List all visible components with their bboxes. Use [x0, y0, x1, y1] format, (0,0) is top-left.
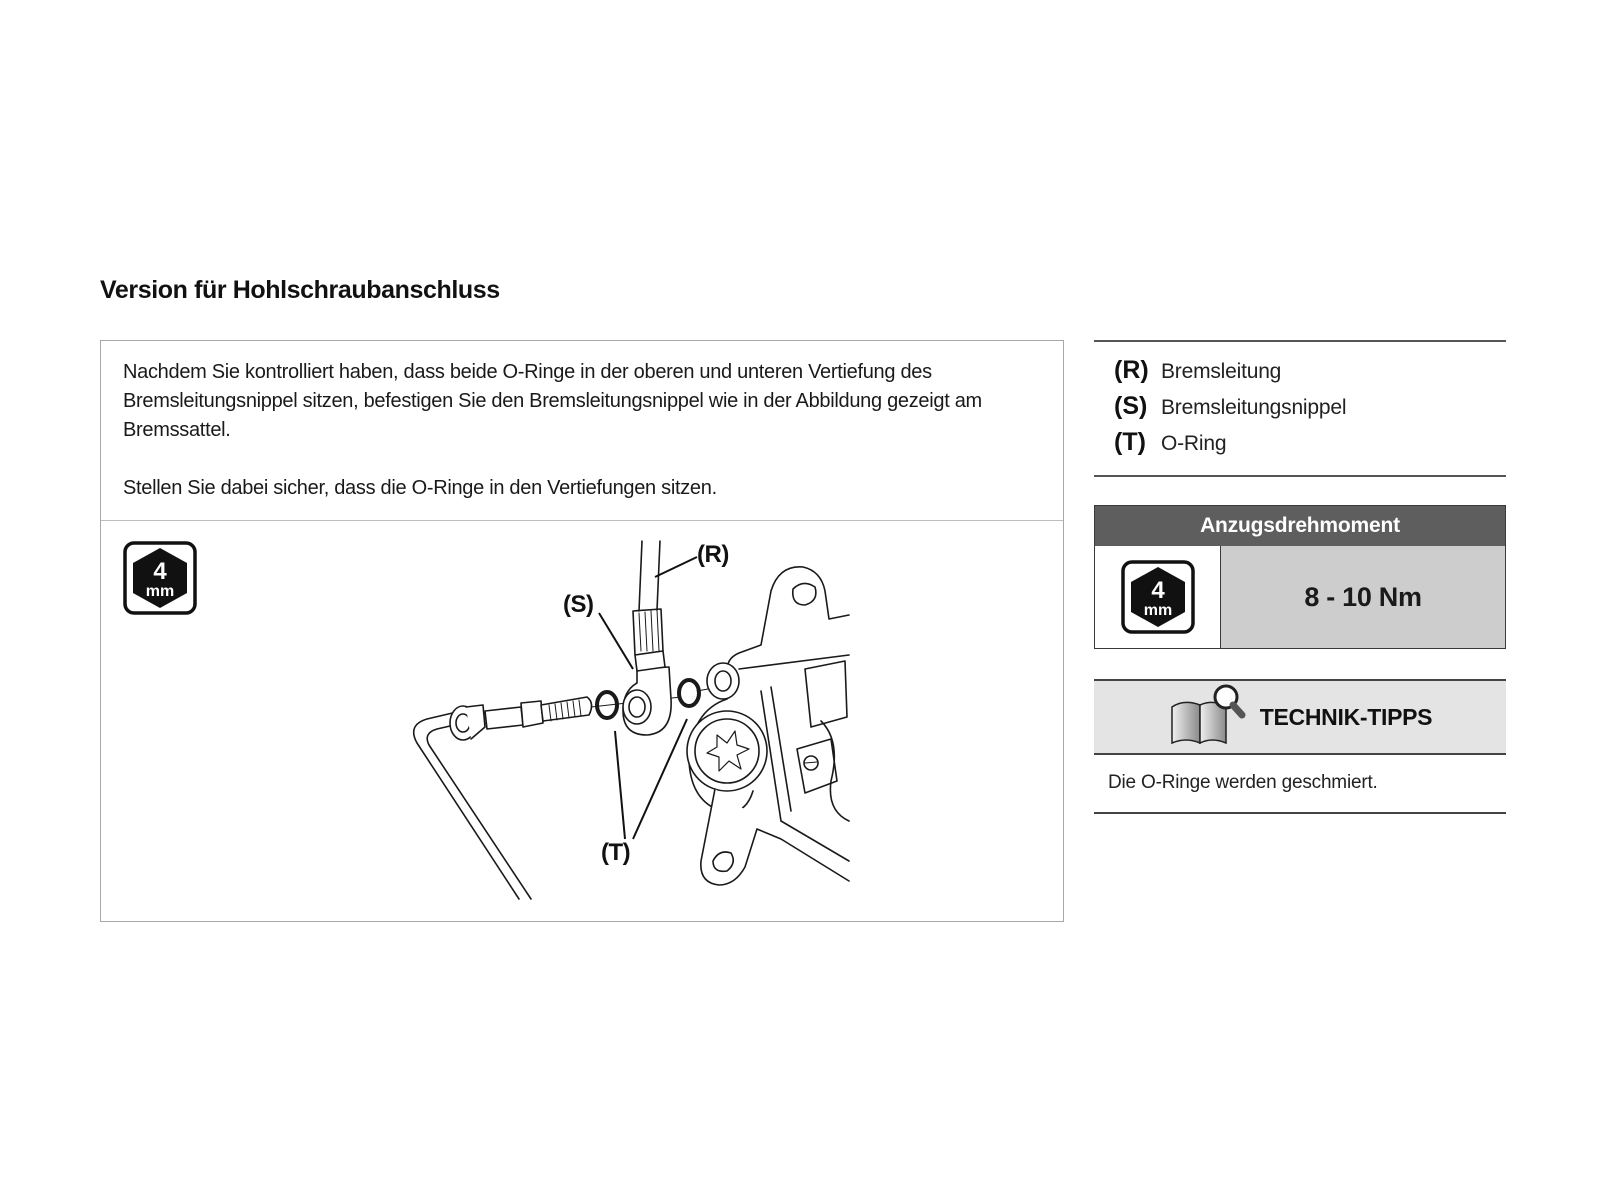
callout-label-r: (R) [697, 541, 729, 568]
torque-tool-cell [1095, 546, 1221, 648]
instruction-paragraph-2: Stellen Sie dabei sicher, dass die O-Ringe in den Vertiefungen sitzen. [123, 477, 717, 499]
legend-key: (R) [1114, 356, 1149, 384]
legend-label: Bremsleitung [1161, 360, 1282, 383]
torque-header: Anzugsdrehmoment [1095, 506, 1505, 546]
legend-item-s [1094, 392, 1506, 428]
instruction-text [101, 341, 1063, 521]
tool-size-unit: mm [145, 583, 175, 600]
torque-table [1094, 505, 1506, 649]
parts-legend [1094, 340, 1506, 477]
tool-size-number: 4 [153, 558, 167, 585]
legend-label: O-Ring [1161, 432, 1227, 455]
callout-label-s: (S) [563, 591, 594, 618]
legend-item-t [1094, 428, 1506, 464]
hex-key-icon [1121, 560, 1195, 634]
torque-tool-size-number: 4 [1150, 577, 1165, 604]
section-title: Version für Hohlschraubanschluss [100, 276, 500, 304]
brake-caliper-illustration [401, 521, 961, 921]
legend-item-r [1094, 356, 1506, 392]
tips-header [1094, 679, 1506, 755]
tips-text: Die O-Ringe werden geschmiert. [1094, 755, 1506, 814]
legend-key: (T) [1114, 428, 1146, 456]
instruction-paragraph-1: Nachdem Sie kontrolliert haben, dass beide O-Ringe in der oberen und unteren Vertiefung des Bremsleitungsnippel sitzen, befestigen Sie den Bremsleitungsnippel wie in der Abbildung gezeigt am Bremssattel. [123, 361, 982, 441]
callout-label-t: (T) [601, 839, 631, 866]
hex-key-icon [123, 541, 197, 615]
legend-key: (S) [1114, 392, 1148, 420]
legend-label: Bremsleitungsnippel [1161, 396, 1347, 419]
tips-title: TECHNIK-TIPPS [1259, 703, 1433, 730]
book-magnifier-icon [1168, 683, 1254, 752]
torque-value: 8 - 10 Nm [1221, 546, 1505, 648]
instruction-box [100, 340, 1064, 922]
torque-tool-size-unit: mm [1143, 602, 1172, 619]
